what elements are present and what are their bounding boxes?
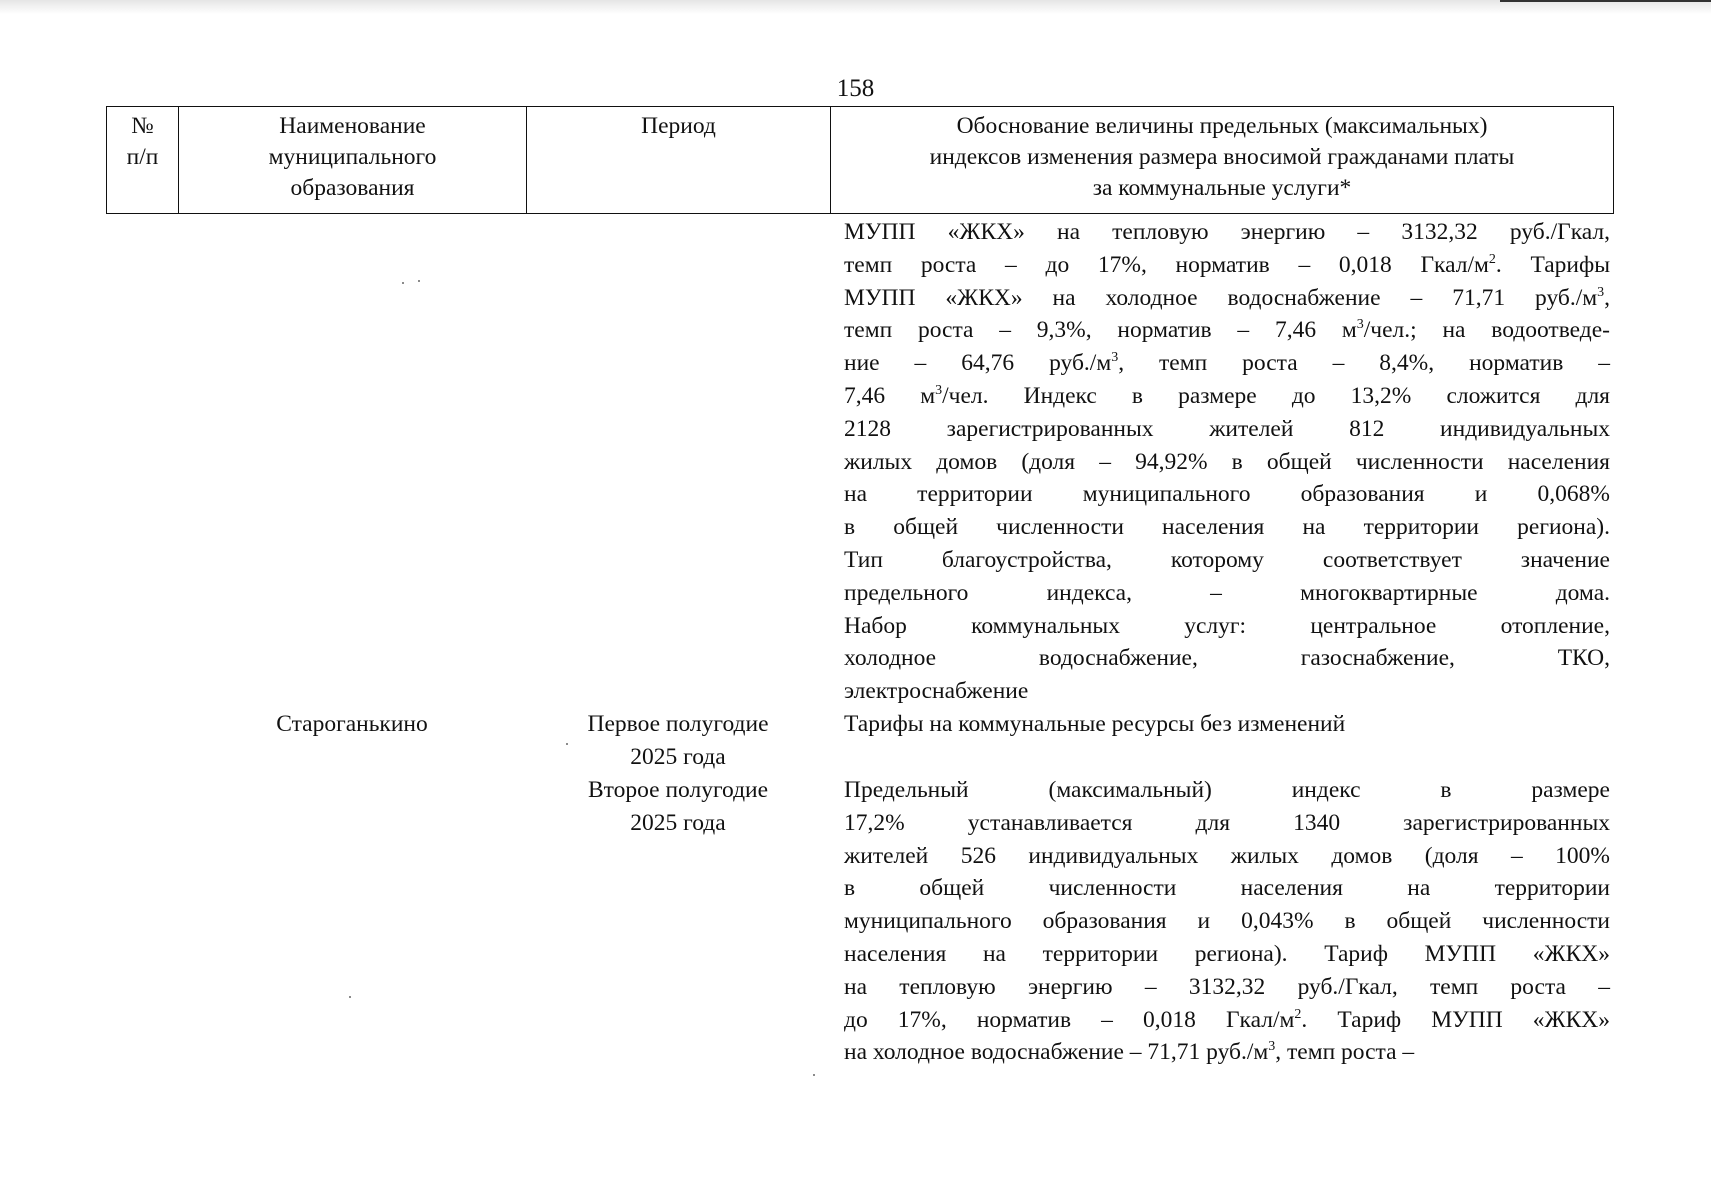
table-header — [106, 106, 1614, 214]
text-line: на территории муниципального образования и 0,068% — [844, 481, 1610, 508]
text-line: в общей численности населения на территории региона). — [844, 514, 1610, 541]
period-cell — [526, 774, 830, 840]
text-line: населения на территории региона). Тариф МУПП «ЖКХ» — [844, 940, 1610, 967]
scan-speck — [418, 280, 420, 282]
text-line: Второе полугодие — [587, 777, 769, 803]
page-number: 158 — [836, 75, 875, 102]
header-text-line: п/п — [126, 144, 159, 170]
header-basis-cell — [831, 107, 1613, 213]
text-line: Первое полугодие — [587, 711, 769, 737]
text-line: темп роста – 9,3%, норматив – 7,46 $м^3$/чел.; на водоотведе- — [844, 317, 1610, 344]
header-text-line: муниципального — [268, 144, 437, 170]
scan-speck — [349, 996, 351, 998]
period-cell — [526, 708, 830, 774]
header-number-cell — [107, 107, 179, 213]
scan-edge-line — [1500, 0, 1711, 2]
text-line: 2025 года — [630, 809, 726, 836]
text-line: электроснабжение — [844, 678, 1029, 705]
municipality-name: Староганькино — [276, 711, 428, 737]
text-line: холодное водоснабжение, газоснабжение, ТКО, — [844, 645, 1610, 672]
text-line: МУПП «ЖКХ» на тепловую энергию – 3132,32 руб./Гкал, — [844, 219, 1610, 245]
basis-text — [844, 708, 1610, 741]
header-text-line: Наименование — [279, 113, 426, 139]
text-line: темп роста – до 17%, норматив – 0,018 Гкал/$м^2$. Тарифы — [844, 251, 1610, 278]
scan-speck — [402, 282, 404, 284]
header-text-line: Период — [641, 113, 716, 139]
text-line: 17,2% устанавливается для 1340 зарегистрированных — [844, 809, 1610, 836]
text-line: 2025 года — [630, 743, 726, 770]
header-municipality-cell — [179, 107, 527, 213]
basis-text — [844, 216, 1610, 708]
scan-shadow — [0, 0, 1711, 14]
text-line: МУПП «ЖКХ» на холодное водоснабжение – 71,71 $руб./м^3$, — [844, 284, 1610, 311]
text-line: муниципального образования и 0,043% в общей численности — [844, 908, 1610, 935]
text-line: Тип благоустройства, которому соответствует значение — [844, 546, 1610, 573]
text-line: 7,46 $м^3$/чел. Индекс в размере до 13,2% сложится для — [844, 382, 1610, 409]
scan-speck — [813, 1074, 815, 1076]
text-line: на тепловую энергию – 3132,32 руб./Гкал, темп роста – — [844, 973, 1610, 1000]
header-text-line: индексов изменения размера вносимой гражданами платы — [929, 144, 1515, 170]
basis-text — [844, 774, 1610, 1069]
text-line: Тарифы на коммунальные ресурсы без изменений — [844, 711, 1346, 737]
header-text-line: Обоснование величины предельных (максимальных) — [956, 113, 1488, 139]
text-line: 2128 зарегистрированных жителей 812 индивидуальных — [844, 415, 1610, 442]
text-line: жилых домов (доля – 94,92% в общей численности населения — [844, 448, 1610, 475]
text-line: предельного индекса, – многоквартирные дома. — [844, 579, 1610, 606]
header-text-line: № — [131, 113, 154, 139]
header-text-line: за коммунальные услуги* — [1092, 175, 1352, 201]
text-line: Предельный (максимальный) индекс в размере — [844, 777, 1610, 803]
text-line: в общей численности населения на территории — [844, 875, 1610, 902]
text-line: до 17%, норматив – 0,018 Гкал/$м^2$. Тариф МУПП «ЖКХ» — [844, 1006, 1610, 1033]
text-line: Набор коммунальных услуг: центральное отопление, — [844, 612, 1610, 639]
header-text-line: образования — [290, 175, 415, 201]
text-line: на холодное водоснабжение – 71,71 $руб./м^3$, темп роста – — [844, 1039, 1415, 1066]
header-period-cell — [527, 107, 831, 213]
text-line: ние – 64,76 $руб./м^3$, темп роста – 8,4%, норматив – — [844, 350, 1610, 377]
text-line: жителей 526 индивидуальных жилых домов (доля – 100% — [844, 842, 1610, 869]
